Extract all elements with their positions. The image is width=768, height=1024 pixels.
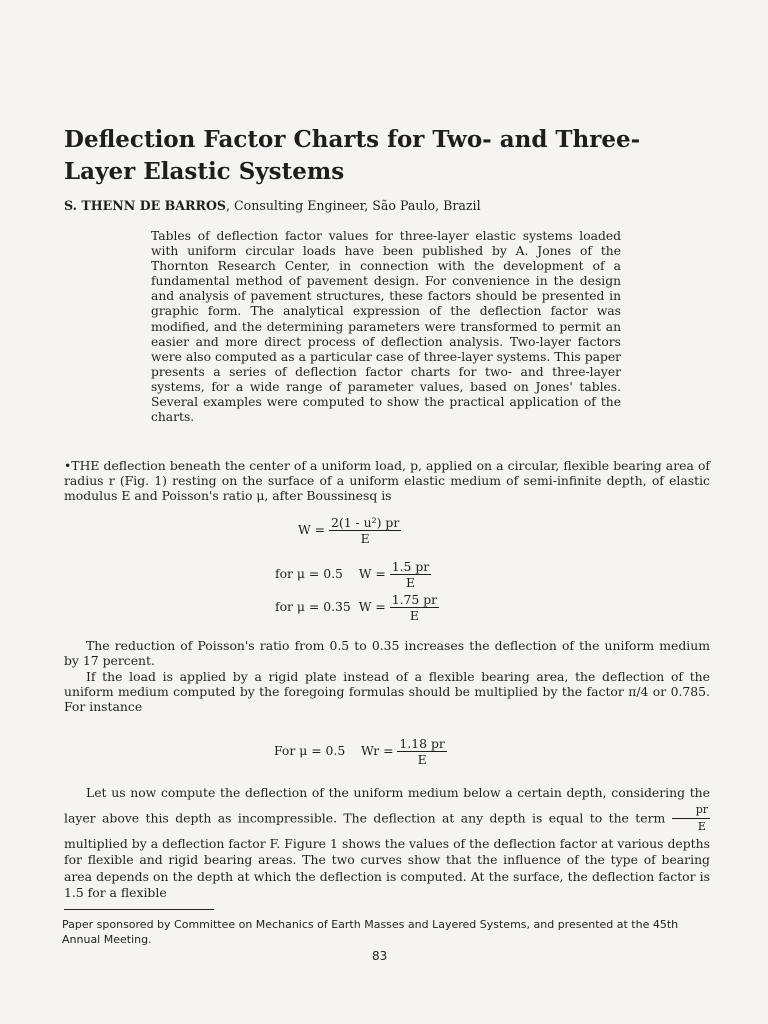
equation-lhs: Wr =: [361, 743, 394, 758]
equation-rigid: [274, 736, 447, 767]
equation-lhs: W =: [298, 522, 326, 537]
equation-numerator: 1.5 pr: [391, 559, 430, 574]
paragraph-poisson: The reduction of Poisson's ratio from 0.5 to 0.35 increases the deflection of the uniform medium by 17 percent.: [64, 638, 710, 669]
equation-fraction: [390, 592, 439, 623]
paragraph-depth-rest: multiplied by a deflection factor F. Figure 1 shows the values of the deflection factor at various depths for flexible and rigid bearing areas. The two curves show that the influence of the type of bearing area depends on the depth at which the deflection is computed. At the surface, the deflection factor is 1.5 for a flexible: [64, 835, 710, 900]
equation-mu-05: [275, 559, 431, 590]
equation-fraction: [397, 736, 446, 767]
equation-numerator: 1.18 pr: [399, 736, 445, 751]
equation-lhs: W =: [358, 566, 386, 581]
equation-condition: For μ = 0.5: [274, 743, 346, 758]
inline-denominator: E: [697, 820, 706, 833]
equation-mu-035: [275, 592, 439, 623]
author-affiliation: , Consulting Engineer, São Paulo, Brazil: [226, 198, 481, 213]
equation-boussinesq: [298, 515, 401, 546]
equation-denominator: E: [409, 608, 419, 623]
paragraph-depth-text: Let us now compute the deflection of the uniform medium below a certain depth, considering the layer above this depth as incompressible. The deflection at any depth is equal to the term: [64, 785, 710, 825]
equation-condition: for μ = 0.35: [275, 599, 351, 614]
equation-denominator: E: [405, 575, 415, 590]
paper-title: Deflection Factor Charts for Two- and Three-Layer Elastic Systems: [64, 126, 641, 185]
equation-fraction: [329, 515, 401, 546]
equation-denominator: E: [417, 752, 427, 767]
paragraph-depth: [64, 785, 710, 902]
equation-lhs: W =: [358, 599, 386, 614]
inline-numerator: pr: [672, 802, 710, 820]
equation-condition: for μ = 0.5: [275, 566, 343, 581]
equation-denominator: E: [360, 531, 370, 546]
equation-numerator: 1.75 pr: [391, 592, 438, 607]
page-number: 83: [372, 949, 388, 963]
byline: [64, 198, 481, 213]
paragraph-rigid-plate: If the load is applied by a rigid plate instead of a flexible bearing area, the deflection of the uniform medium computed by the foregoing formulas should be multiplied by the factor π/4 or 0.785. For instance: [64, 669, 710, 715]
inline-fraction: [672, 802, 710, 836]
equation-numerator: 2(1 - u²) pr: [331, 515, 400, 530]
footnote-divider: [64, 909, 214, 910]
abstract: Tables of deflection factor values for three-layer elastic systems loaded with uniform circular loads have been published by A. Jones of the Thornton Research Center, in connection with the development of a fundamental method of pavement design. For convenience in the design and analysis of pavement structures, these factors should be presented in graphic form. The analytical expression of the deflection factor was modified, and the determining parameters were transformed to permit an easier and more direct process of deflection analysis. Two-layer factors were also computed as a particular case of three-layer systems. This paper presents a series of deflection factor charts for two- and three-layer systems, for a wide range of parameter values, based on Jones' tables. Several examples were computed to show the practical application of the charts.: [151, 229, 621, 425]
footnote: Paper sponsored by Committee on Mechanics of Earth Masses and Layered Systems, and presented at the 45th Annual Meeting.: [62, 918, 679, 946]
equation-fraction: [390, 559, 432, 590]
intro-paragraph: •THE deflection beneath the center of a uniform load, p, applied on a circular, flexible bearing area of radius r (Fig. 1) resting on the surface of a uniform elastic medium of semi-infinite depth, of elastic modulus E and Poisson's ratio μ, after Boussinesq is: [64, 458, 710, 504]
author-name: S. THENN DE BARROS: [64, 198, 227, 213]
